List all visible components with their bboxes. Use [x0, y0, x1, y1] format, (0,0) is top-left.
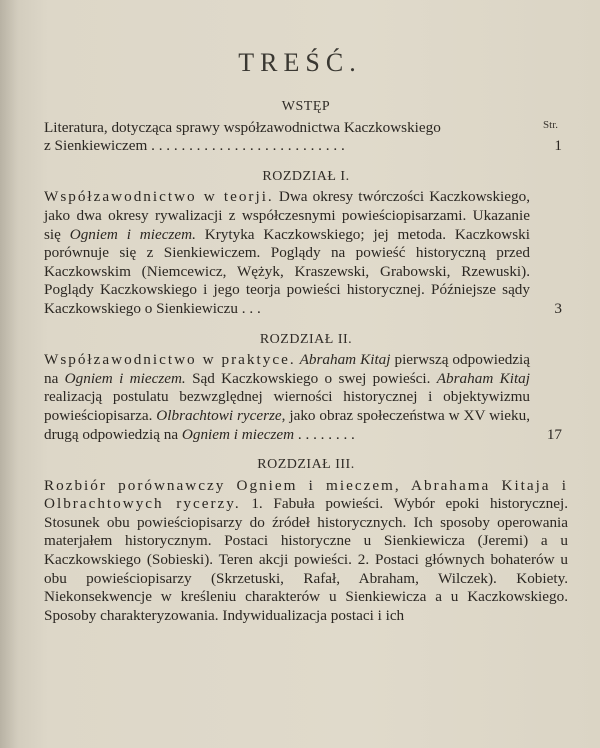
entry-title: Olbrachtowi rycerze: [156, 406, 282, 424]
entry-title: Ogniem i mieczem.: [64, 369, 186, 387]
toc-entry-r3: [44, 477, 568, 626]
entry-text: Literatura, dotycząca sprawy współzawodnictwa Kaczkowskiego: [44, 118, 441, 136]
entry-text: Dwa okresy twórczości Kaczkowskiego, jako dwa okresy rywalizacji z współczesnymi powieściopisarzami. Ukazanie się: [44, 188, 530, 243]
entry-lead: Współzawodnictwo w praktyce.: [44, 351, 296, 369]
entry-lead: Współzawodnictwo w teorji.: [44, 188, 274, 206]
toc-entry-r2: [44, 351, 568, 444]
entry-title: Abraham Kitaj: [299, 351, 391, 369]
toc-entry-r1: [44, 188, 568, 318]
toc-entry-intro: [44, 119, 568, 156]
table-of-contents: [44, 98, 568, 625]
entry-title: Abraham Kitaj: [436, 369, 530, 387]
entry-text: realizacją postulatu bezwzględnej wierności historycznej i objektywizmu powieściopisarza.: [44, 388, 530, 424]
section-heading-r3: ROZDZIAŁ III.: [257, 457, 355, 473]
entry-text: Sąd Kaczkowskiego o swej powieści.: [185, 369, 437, 387]
entry-text: , jako obraz społeczeństwa w XV wieku, drugą odpowiedzią na: [44, 406, 530, 443]
entry-title: Ogniem i mieczem.: [69, 225, 196, 243]
entry-text: . . . . . . . .: [294, 425, 355, 443]
section-heading-r2: ROZDZIAŁ II.: [259, 331, 353, 347]
page-number: 17: [546, 425, 562, 443]
entry-text: pierwszą odpowiedzią na: [44, 351, 531, 387]
entry-title: Ogniem i mieczem: [181, 425, 295, 443]
page-column-label: Str.: [543, 119, 558, 131]
section-heading-intro: WSTĘP: [281, 99, 331, 114]
entry-lead: Rozbiór porównawczy Ogniem i mieczem, Abrahama Kitaja i Olbrachtowych rycerzy.: [44, 476, 568, 513]
entry-text: 1. Fabuła powieści. Wybór epoki historycznej. Stosunek obu powieściopisarzy do źródeł historycznych. Ich sposoby operowania materjałem historycznym. Postaci historyczne u Sienkiewicza (Jeremi) a u Kaczkowskiego (Sobieski). Teren akcji powieści. 2. Postaci głównych bohaterów u obu powieściopisarzy (Skrzetuski, Rafał, Abraham, Wilczek). Kobiety. Niekonsekwencje w kreśleniu charakterów u Sienkiewicza a u Kaczkowskiego. Sposoby charakteryzowania. Indywidualizacja postaci i ich: [44, 495, 568, 624]
page-number: 3: [554, 299, 562, 317]
page-title: TREŚĆ.: [238, 48, 362, 77]
entry-text: z Sienkiewiczem . . . . . . . . . . . . . . . . . . . . . . . . . .: [44, 137, 345, 155]
section-heading-r1: ROZDZIAŁ I.: [262, 168, 350, 184]
page-number: 1: [554, 137, 562, 155]
entry-text: Krytyka Kaczkowskiego; jej metoda. Kaczkowski porównuje się z Sienkiewiczem. Poglądy na powieść historyczną przed Kaczkowskim (Niemcewicz, Wężyk, Kraszewski, Grabowski, Rzewuski). Poglądy Kaczkowskiego i jego teorja powieści historycznej. Późniejsze sądy Kaczkowskiego o Sienkiewiczu . . .: [44, 225, 530, 317]
